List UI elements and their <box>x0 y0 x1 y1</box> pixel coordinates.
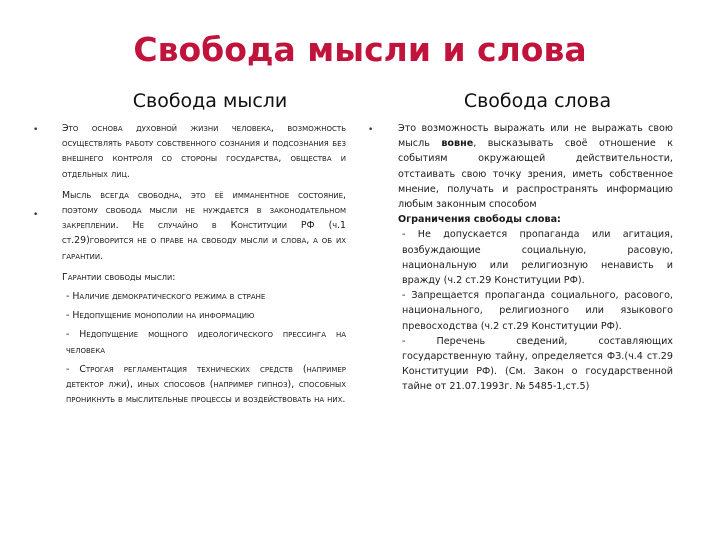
limit-item: - Не допускается пропаганда или агитация, возбуждающие социальную, расовую, национальную или религиозную ненависть и вражду (ч.2 ст.29 Конституции РФ). <box>402 229 673 287</box>
speech-limits-heading: Ограничения свободы слова: <box>398 214 561 226</box>
speech-definition <box>398 121 673 212</box>
bullet-1: • <box>33 125 39 135</box>
bullet-2: • <box>33 210 39 220</box>
thought-definition: Это основа духовной жизни человека, возможность осуществлять работу собственного сознания и подсознания без внешнего контроля со стороны государства, общества и отдельных лиц. <box>62 123 346 180</box>
freedom-of-speech-column <box>398 121 673 395</box>
slide-title: Свобода мысли и слова <box>133 30 587 69</box>
limit-item: - Перечень сведений, составляющих государственную тайну, определяется ФЗ.(ч.4 ст.29 Конституции РФ). (См. Закон о государственной тайне от 21.07.1993г. № 5485-1,ст.5) <box>402 335 673 393</box>
freedom-of-thought-heading: Свобода мысли <box>132 90 288 112</box>
thought-guarantees-heading: Гарантии свободы мысли: <box>62 271 176 283</box>
freedom-of-thought-column <box>62 121 346 407</box>
thought-immanent: Мысль всегда свободна, это её имманентное состояние, поэтому свобода мысли не нуждается в законодательном закреплении. Не случайно в Конституции РФ (ч.1 ст.29)говорится не о праве на свободу мысли и слова, а об их гарантии. <box>62 189 346 262</box>
guarantee-item: - Строгая регламентация технических средств (например детектор лжи), иных способов (например гипноз), способных проникнуть в мыслительные процессы и воздействовать на них. <box>66 363 346 406</box>
bullet-3: • <box>368 125 374 135</box>
guarantee-item: - Недопущение монополии на информацию <box>66 310 255 322</box>
guarantee-item: - Недопущение мощного идеологического прессинга на человека <box>66 329 346 356</box>
freedom-of-speech-heading: Свобода слова <box>463 90 612 112</box>
speech-definition-emphasis: вовне <box>441 138 474 150</box>
guarantee-item: - Наличие демократического режима в стране <box>66 291 266 303</box>
speech-definition-end: , высказывать своё отношение к событиям окружающей действительности, отстаивать свою точку зрения, иметь собственное мнение, получать и распространять информацию любым законным способом <box>398 138 673 211</box>
speech-definition-start: Это возможность выражать или не выражать свою мысль <box>398 123 673 150</box>
limit-item: - Запрещается пропаганда социального, расового, национального, религиозного или языкового превосходства (ч.2 ст.29 Конституции РФ). <box>402 290 673 332</box>
